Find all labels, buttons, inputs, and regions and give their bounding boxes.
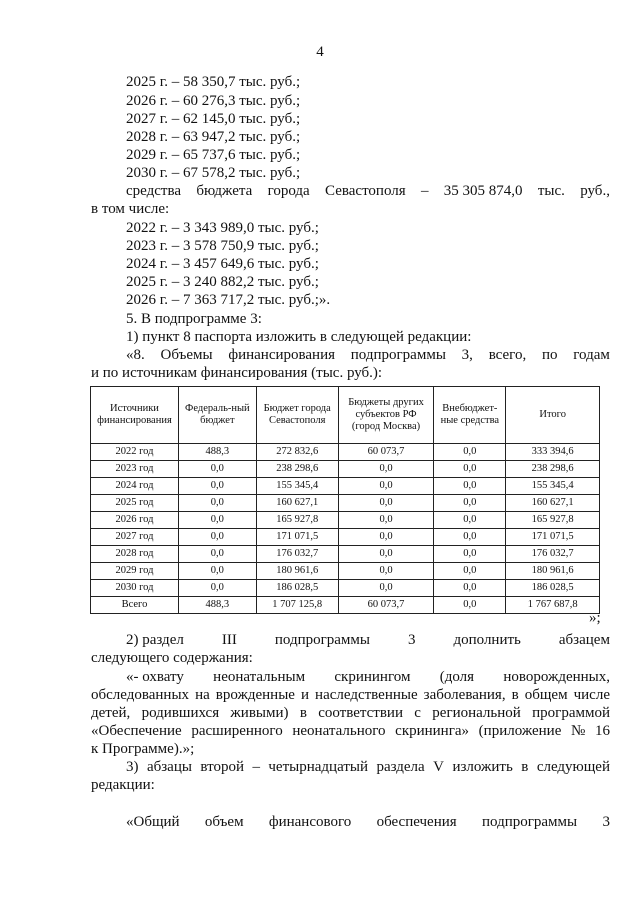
table-cell: 0,0: [338, 495, 434, 512]
word: скрининга»: [395, 723, 470, 739]
table-cell: 488,3: [178, 444, 256, 461]
table-cell: 238 298,6: [506, 461, 600, 478]
word: тыс.: [537, 183, 565, 199]
word: Объемы: [160, 347, 213, 363]
column-header: Итого: [506, 387, 600, 444]
word: на: [195, 687, 210, 703]
word: программой: [532, 705, 610, 721]
table-cell: 155 345,4: [256, 478, 338, 495]
word: «- охвату: [126, 669, 184, 685]
list-item: 2025 г. – 58 350,7 тыс. руб.;: [126, 74, 301, 90]
subprogram-heading: 5. В подпрограмме 3:: [126, 311, 262, 327]
list-item: 2025 г. – 3 240 882,2 тыс. руб.;: [126, 274, 319, 290]
table-row: [91, 495, 600, 512]
table-cell: 333 394,6: [506, 444, 600, 461]
word: скринингом: [334, 669, 411, 685]
table-cell: 2030 год: [91, 580, 179, 597]
word: финансового: [268, 814, 352, 830]
column-header: Федераль-ный бюджет: [178, 387, 256, 444]
table-cell: 171 071,5: [506, 529, 600, 546]
word: новорожденных,: [503, 669, 610, 685]
word: подпрограммы: [274, 632, 370, 648]
table-cell: 155 345,4: [506, 478, 600, 495]
column-header: Внебюджет-ные средства: [434, 387, 506, 444]
word: обследованных: [91, 687, 190, 703]
paragraph-line: к Программе).»;: [91, 741, 195, 757]
table-cell: 186 028,5: [256, 580, 338, 597]
table-cell: 0,0: [434, 495, 506, 512]
item2-line: [126, 631, 610, 649]
word: живыми): [230, 705, 289, 721]
sevastopol-budget-line: [126, 182, 610, 200]
table-cell: 238 298,6: [256, 461, 338, 478]
table-cell: 0,0: [178, 529, 256, 546]
word: финансирования: [228, 347, 335, 363]
table-cell: 2026 год: [91, 512, 179, 529]
financing-table: [90, 386, 600, 614]
word: 16: [594, 723, 610, 739]
word: «Общий: [126, 814, 180, 830]
word: №: [571, 723, 586, 739]
list-item: 2030 г. – 67 578,2 тыс. руб.;: [126, 165, 301, 181]
word: «8.: [126, 347, 145, 363]
word: подпрограммы: [481, 814, 578, 830]
table-cell: 1 707 125,8: [256, 597, 338, 614]
table-body: [91, 444, 600, 614]
word: годам: [573, 347, 610, 363]
table-cell: 0,0: [178, 546, 256, 563]
word: родившихся: [141, 705, 220, 721]
table-row: [91, 529, 600, 546]
word: –: [420, 183, 429, 199]
word: –: [252, 759, 260, 775]
table-row: [91, 546, 600, 563]
table-cell: 0,0: [434, 529, 506, 546]
word: в: [521, 759, 529, 775]
table-cell: 2022 год: [91, 444, 179, 461]
table-cell: 0,0: [434, 478, 506, 495]
word: средства: [126, 183, 182, 199]
table-cell: Всего: [91, 597, 179, 614]
table-cell: 2023 год: [91, 461, 179, 478]
word: изложить: [452, 759, 513, 775]
word: расширенного: [191, 723, 283, 739]
word: «Обеспечение: [91, 723, 182, 739]
table-cell: 0,0: [434, 444, 506, 461]
word: неонатального: [292, 723, 386, 739]
table-row: [91, 597, 600, 614]
list-item: 2023 г. – 3 578 750,9 тыс. руб.;: [126, 238, 319, 254]
table-cell: 0,0: [434, 597, 506, 614]
paragraph-line: 1) пункт 8 паспорта изложить в следующей редакции:: [126, 329, 472, 345]
quote-line-2: [91, 686, 610, 704]
table-cell: 0,0: [434, 461, 506, 478]
word: по: [541, 347, 558, 363]
page-number: 4: [316, 44, 324, 60]
table-cell: 60 073,7: [338, 597, 434, 614]
word: абзацем: [558, 632, 610, 648]
quote-8-line: [126, 346, 610, 364]
table-cell: 2029 год: [91, 563, 179, 580]
table-cell: 0,0: [338, 478, 434, 495]
table-cell: 176 032,7: [256, 546, 338, 563]
table-cell: 0,0: [338, 529, 434, 546]
table-cell: 0,0: [338, 461, 434, 478]
list-item: 2029 г. – 65 737,6 тыс. руб.;: [126, 147, 301, 163]
table-cell: 0,0: [434, 563, 506, 580]
table-cell: 2025 год: [91, 495, 179, 512]
table-cell: 176 032,7: [506, 546, 600, 563]
word: Севастополя: [325, 183, 406, 199]
word: руб.,: [580, 183, 610, 199]
word: региональной: [432, 705, 521, 721]
table-cell: 2028 год: [91, 546, 179, 563]
table-row: [91, 478, 600, 495]
table-cell: 0,0: [178, 478, 256, 495]
word: обеспечения: [376, 814, 457, 830]
word: второй: [200, 759, 244, 775]
word: детей,: [91, 705, 131, 721]
word: 2) раздел: [126, 632, 184, 648]
table-cell: 0,0: [338, 546, 434, 563]
word: (приложение: [478, 723, 562, 739]
table-cell: 0,0: [434, 512, 506, 529]
word: абзацы: [146, 759, 192, 775]
table-cell: 0,0: [178, 580, 256, 597]
column-header: Источники финансирования: [91, 387, 179, 444]
table-cell: 0,0: [178, 495, 256, 512]
table-cell: 186 028,5: [506, 580, 600, 597]
word: заболевания,: [423, 687, 506, 703]
word: раздела: [376, 759, 425, 775]
word: (доля: [439, 669, 475, 685]
table-cell: 0,0: [178, 563, 256, 580]
last-line: [126, 813, 610, 831]
table-cell: 165 927,8: [506, 512, 600, 529]
list-item: 2022 г. – 3 343 989,0 тыс. руб.;: [126, 220, 319, 236]
word: четырнадцатый: [268, 759, 368, 775]
table-cell: 160 627,1: [506, 495, 600, 512]
word: 35 305 874,0: [443, 183, 523, 199]
word: неонатальным: [213, 669, 306, 685]
column-header: Бюджеты других субъектов РФ (город Москва): [338, 387, 434, 444]
table-cell: 2027 год: [91, 529, 179, 546]
table-cell: 0,0: [178, 512, 256, 529]
word: 3): [126, 759, 139, 775]
table-cell: 488,3: [178, 597, 256, 614]
table-cell: 0,0: [338, 512, 434, 529]
word: и: [300, 687, 310, 703]
paragraph-line: следующего содержания:: [91, 650, 253, 666]
word: бюджета: [196, 183, 253, 199]
table-row: [91, 563, 600, 580]
word: III: [221, 632, 237, 648]
list-item: 2024 г. – 3 457 649,6 тыс. руб.;: [126, 256, 319, 272]
table-row: [91, 512, 600, 529]
word: города: [267, 183, 310, 199]
word: числе: [573, 687, 610, 703]
table-cell: 0,0: [338, 563, 434, 580]
word: V: [433, 759, 444, 775]
paragraph-line: в том числе:: [91, 201, 170, 217]
table-cell: 165 927,8: [256, 512, 338, 529]
table-cell: 1 767 687,8: [506, 597, 600, 614]
word: в: [299, 705, 307, 721]
table-row: [91, 461, 600, 478]
word: всего,: [488, 347, 527, 363]
table-header-row: [91, 387, 600, 444]
list-item: 2028 г. – 63 947,2 тыс. руб.;: [126, 129, 301, 145]
list-item: 2026 г. – 60 276,3 тыс. руб.;: [126, 93, 301, 109]
item3-line: [126, 758, 610, 776]
table-cell: 272 832,6: [256, 444, 338, 461]
word: 3: [407, 632, 416, 648]
table-cell: 171 071,5: [256, 529, 338, 546]
list-item: 2026 г. – 7 363 717,2 тыс. руб.;».: [126, 292, 331, 308]
paragraph-line: редакции:: [91, 777, 155, 793]
word: с: [414, 705, 421, 721]
table-cell: 160 627,1: [256, 495, 338, 512]
table-cell: 0,0: [434, 546, 506, 563]
quote-line-1: [126, 668, 610, 686]
list-item: 2027 г. – 62 145,0 тыс. руб.;: [126, 111, 301, 127]
word: 3: [602, 814, 610, 830]
word: следующей: [536, 759, 610, 775]
table-cell: 2024 год: [91, 478, 179, 495]
word: наследственные: [315, 687, 418, 703]
word: дополнить: [453, 632, 521, 648]
word: общем: [524, 687, 568, 703]
word: соответствии: [318, 705, 403, 721]
word: врожденные: [215, 687, 295, 703]
word: 3,: [461, 347, 473, 363]
quote-line-4: [91, 722, 610, 740]
table-cell: 0,0: [178, 461, 256, 478]
table-cell: 180 961,6: [506, 563, 600, 580]
table-cell: 60 073,7: [338, 444, 434, 461]
quote-line-3: [91, 704, 610, 722]
word: в: [511, 687, 519, 703]
table-row: [91, 444, 600, 461]
table-cell: 0,0: [434, 580, 506, 597]
word: подпрограммы: [350, 347, 446, 363]
table-cell: 180 961,6: [256, 563, 338, 580]
paragraph-line: и по источникам финансирования (тыс. руб.):: [91, 365, 383, 381]
word: объем: [204, 814, 244, 830]
closing-quote: »;: [589, 610, 601, 626]
column-header: Бюджет города Севастополя: [256, 387, 338, 444]
table-row: [91, 580, 600, 597]
table-cell: 0,0: [338, 580, 434, 597]
